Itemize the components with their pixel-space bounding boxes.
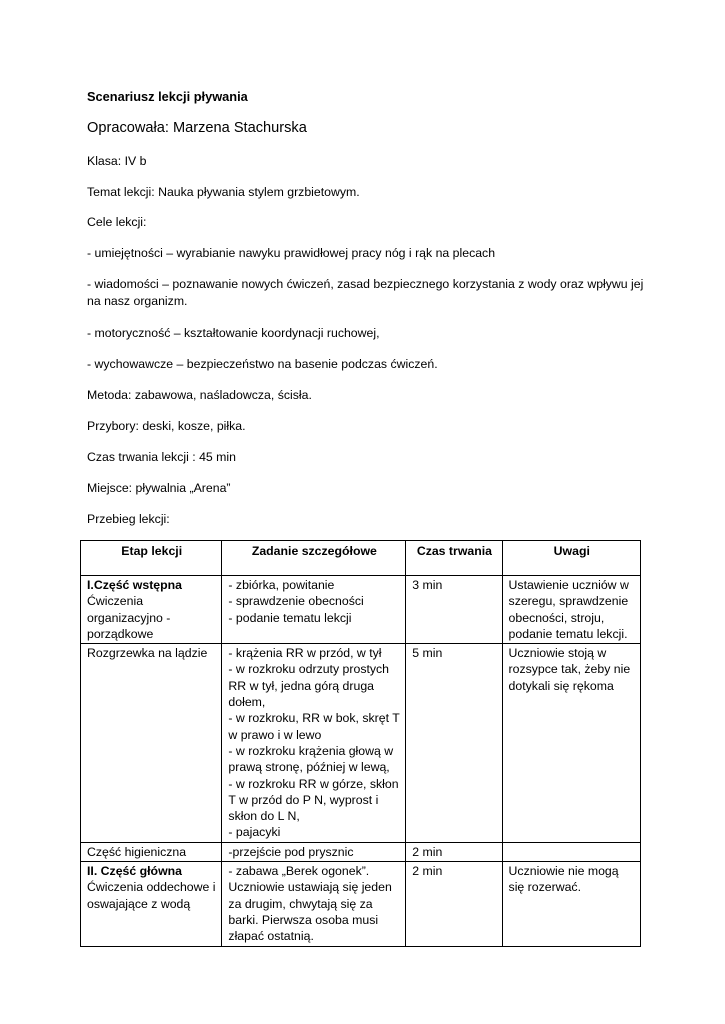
task-text: barki. Pierwsza osoba musi: [228, 912, 379, 927]
time-text: 2 min: [412, 844, 443, 859]
notes-text: Uczniowie nie mogą: [508, 864, 619, 879]
stage-text: Część higieniczna: [87, 844, 187, 859]
task-text: - w rozkroku odrzuty prostych: [228, 662, 390, 677]
task-text: RR w tył, jedna górą druga: [228, 678, 375, 693]
table-row: [81, 842, 641, 861]
task-text: - zbiórka, powitanie: [228, 578, 335, 592]
time-text: 2 min: [412, 864, 443, 879]
goal-skills: - umiejętności – wyrabianie nawyku prawidłowej pracy nóg i rąk na plecach: [87, 246, 496, 260]
task-text: - pajacyki: [228, 825, 281, 840]
cell-task: [222, 644, 406, 843]
task-text: - zabawa „Berek ogonek”.: [228, 864, 370, 879]
task-text: - w rozkroku, RR w bok, skręt T: [228, 711, 400, 726]
cell-notes: [502, 862, 640, 946]
task-text: złapać ostatnią.: [228, 929, 314, 944]
goal-knowledge: - wiadomości – poznawanie nowych ćwiczeń, zasad bezpiecznego korzystania z wody oraz wpływu jej na nasz organizm.: [87, 277, 644, 308]
stage-text: organizacyjno -: [87, 610, 171, 625]
author-line: Opracowała: Marzena Stachurska: [87, 120, 307, 136]
table-header-row: [81, 541, 641, 576]
task-text: w prawo i w lewo: [228, 727, 322, 742]
notes-text: szeregu, sprawdzenie: [508, 594, 629, 609]
notes-text: podanie tematu lekcji.: [508, 626, 628, 641]
duration-line: Czas trwania lekcji : 45 min: [87, 450, 236, 464]
goal-educational: - wychowawcze – bezpieczeństwo na basenie podczas ćwiczeń.: [87, 357, 438, 371]
cell-time: [406, 644, 502, 843]
table-row: [81, 644, 641, 843]
document-title: Scenariusz lekcji pływania: [87, 89, 248, 104]
time-text: 3 min: [412, 578, 443, 592]
header-stage: Etap lekcji: [81, 541, 222, 576]
class-line: Klasa: IV b: [87, 154, 147, 168]
cell-stage: [81, 862, 222, 946]
stage-text: oswajające z wodą: [87, 896, 191, 911]
task-text: -przejście pod prysznic: [228, 844, 354, 859]
notes-text: rozsypce tak, żeby nie: [508, 662, 631, 677]
stage-text: Rozgrzewka na lądzie: [87, 646, 208, 661]
cell-task: [222, 842, 406, 861]
course-heading: Przebieg lekcji:: [87, 512, 170, 526]
notes-text: obecności, stroju,: [508, 610, 605, 625]
cell-time: [406, 842, 502, 861]
time-text: 5 min: [412, 646, 443, 661]
notes-text: Ustawienie uczniów w: [508, 578, 629, 592]
task-text: - sprawdzenie obecności: [228, 594, 364, 609]
cell-stage: [81, 576, 222, 644]
stage-text: Ćwiczenia oddechowe i: [87, 880, 216, 895]
table-row: [81, 576, 641, 644]
cell-notes: [502, 842, 640, 861]
task-text: dołem,: [228, 695, 266, 710]
table-row: [81, 862, 641, 946]
task-text: - w rozkroku krążenia głową w: [228, 743, 394, 758]
stage-text: Ćwiczenia: [87, 594, 144, 609]
task-text: - w rozkroku RR w górze, skłon: [228, 776, 399, 791]
method-line: Metoda: zabawowa, naśladowcza, ścisła.: [87, 388, 312, 402]
cell-task: [222, 862, 406, 946]
goals-heading: Cele lekcji:: [87, 215, 147, 229]
stage-heading: I.Część wstępna: [87, 578, 182, 592]
notes-text: dotykali się rękoma: [508, 678, 614, 693]
cell-time: [406, 862, 502, 946]
task-text: T w przód do P N, wyprost i: [228, 792, 379, 807]
notes-text: się rozerwać.: [508, 880, 581, 895]
place-line: Miejsce: pływalnia „Arena”: [87, 481, 231, 495]
notes-text: Uczniowie stoją w: [508, 646, 607, 661]
cell-notes: [502, 644, 640, 843]
task-text: prawą stronę, później w lewą,: [228, 760, 390, 775]
header-notes: Uwagi: [502, 541, 640, 576]
stage-text: porządkowe: [87, 626, 154, 641]
cell-stage: [81, 842, 222, 861]
task-text: - podanie tematu lekcji: [228, 610, 352, 625]
task-text: za drugim, chwytają się za: [228, 896, 373, 911]
cell-stage: [81, 644, 222, 843]
header-time: Czas trwania: [406, 541, 502, 576]
task-text: Uczniowie ustawiają się jeden: [228, 880, 392, 895]
task-text: skłon do L N,: [228, 809, 300, 824]
cell-time: [406, 576, 502, 644]
stage-heading: II. Część główna: [87, 864, 182, 879]
equipment-line: Przybory: deski, kosze, piłka.: [87, 419, 246, 433]
task-text: - krążenia RR w przód, w tył: [228, 646, 382, 661]
cell-notes: [502, 576, 640, 644]
cell-task: [222, 576, 406, 644]
goal-motor: - motoryczność – kształtowanie koordynacji ruchowej,: [87, 326, 380, 340]
lesson-plan-table: [80, 540, 641, 947]
header-task: Zadanie szczegółowe: [222, 541, 406, 576]
lesson-topic: Temat lekcji: Nauka pływania stylem grzbietowym.: [87, 185, 360, 199]
